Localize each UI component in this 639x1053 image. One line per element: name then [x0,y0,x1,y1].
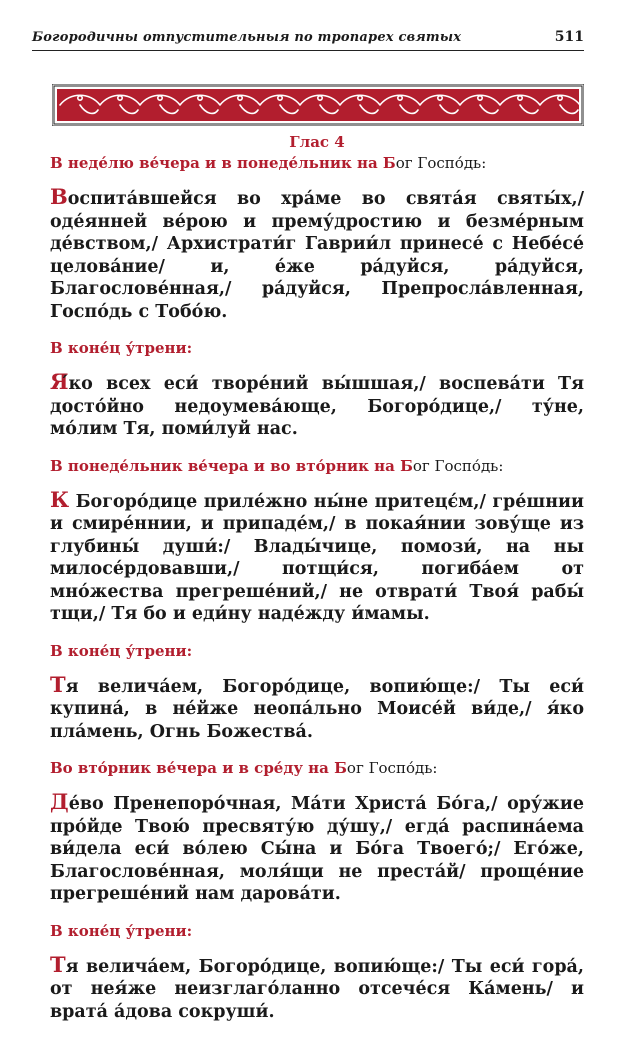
initial-letter: К [50,486,70,512]
rubric-red: В коне́ц у́трени: [50,339,193,357]
hymn-text: ́ко всех еси́ творе́ний вы́шшая,/ воспева́ти Тя досто́йно недоумева́юще, Богоро́дице,/ ту́не, мо́лим Тя, поми́луй нас. [50,374,584,439]
hymn-text: Богоро́дице приле́жно ны́не притецє́м,/ гре́шнии и смире́ннии, и припаде́м,/ в покая́нии зову́ще из глубины́ души́:/ Влады́чице, помози́, на ны милосе́рдовавши,/ потщи́ся, погиба́ем от мно́жества прегреше́ний,/ не отврати́ Твоя́ рабы́ тщи,/ Тя бо и еди́ну наде́жду и́мамы. [50,491,584,624]
hymn-4 [50,671,584,744]
initial-letter: Я [50,369,69,394]
floral-band-ornament-icon [52,84,584,126]
rubric-1 [50,152,584,174]
tone-heading: Глас 4 [289,133,345,151]
initial-letter: В [50,184,68,209]
rubric-black: ог Госпо́дь: [395,154,487,172]
rubric-red: В понеде́льник ве́чера и во вто́рник на Б [50,456,413,475]
hymn-6 [50,951,584,1024]
rubric-red: В коне́ц у́трени: [50,921,193,940]
rubric-red: В неде́лю ве́чера и в понеде́льник на Б [50,154,396,172]
running-header [32,28,584,51]
rubric-5 [50,757,584,779]
hymn-3 [50,486,584,626]
hymn-text: я велича́ем, Богоро́дице, вопию́ще:/ Ты еси́ купина́, в не́йже неопа́льно Моисе́й ви́де,/ я́ко пла́мень, Огнь Божества́. [50,676,584,742]
rubric-red: Во вто́рник ве́чера и в сре́ду на Б [50,759,347,777]
rubric-black: ог Госпо́дь: [346,759,438,777]
rubric-black: ог Госпо́дь: [412,456,504,475]
rubric-3 [50,455,584,477]
hymn-text: я велича́ем, Богоро́дице, вопию́ще:/ Ты еси́ гора́, от нея́же неизглаго́ланно отсече́ся Ка́мень/ и врата́ а́дова сокруши́. [50,956,584,1022]
initial-letter: Т [50,951,66,977]
hymn-text: оспита́вшейся во хра́ме во свята́я святы́х,/ оде́янней ве́рою и прему́дростию и безме́рным де́вством,/ Архистрати́г Гаврии́л принесе́ с Небе́се́ целова́ние/ и, е́же ра́дуйся, ра́дуйся, Благослове́нная,/ ра́дуйся, Препросла́вленная, Госпо́дь с Тобо́ю. [50,189,584,322]
initial-letter: Д [50,789,69,814]
rubric-6 [50,920,584,942]
page-content [50,132,584,1037]
initial-letter: Т [50,671,66,697]
hymn-5 [50,791,584,906]
hymn-text: е́во Пренепоро́чная, Ма́ти Христа́ Бо́га,/ ору́жие про́йде Твою́ пресвяту́ю ду́шу,/ егда́ распина́ема ви́дела еси́ во́лею Сы́на и Бо́га Твоего́;/ Его́же, Благослове́нная, моля́щи не преста́й/ проще́ние прегреше́ний нам дарова́ти. [50,794,584,904]
rubric-2 [50,337,584,359]
hymn-1 [50,186,584,323]
rubric-4 [50,640,584,662]
running-title: Богородичны отпустительныя по тропарех святых [32,30,462,45]
rubric-red: В коне́ц у́трени: [50,641,193,660]
page-number: 511 [554,29,584,45]
hymn-2 [50,371,584,441]
